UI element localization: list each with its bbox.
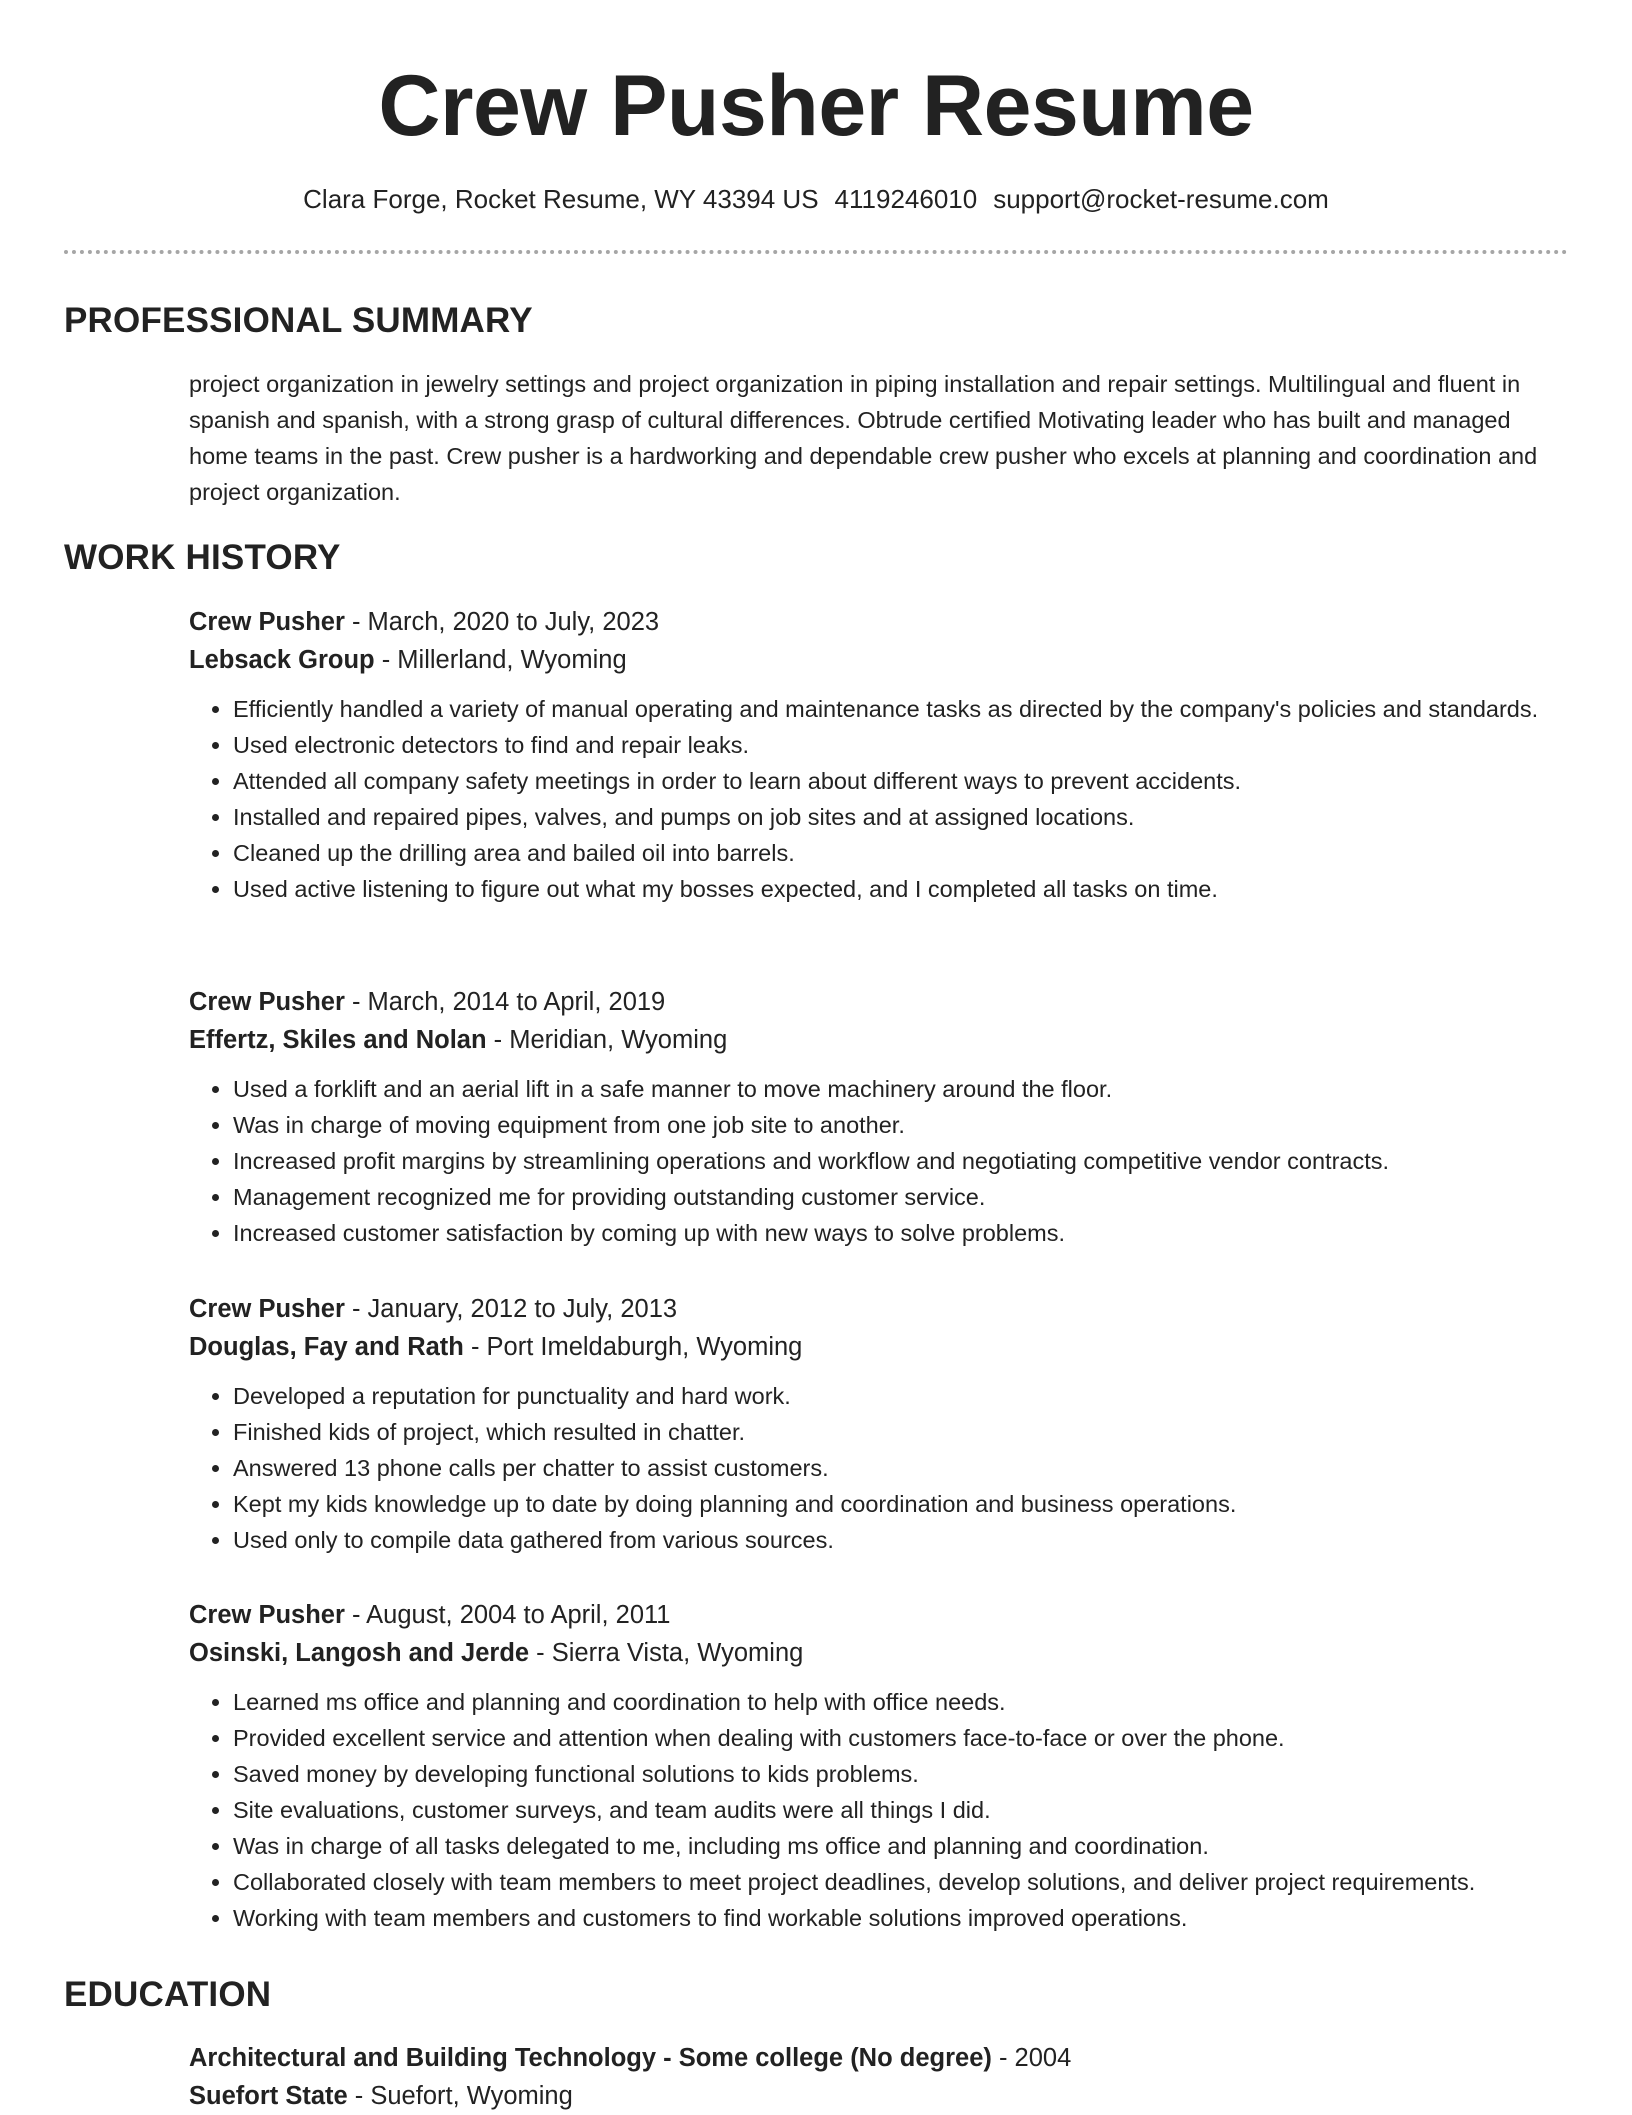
- job-company: Douglas, Fay and Rath: [189, 1333, 464, 1361]
- job-location: - Sierra Vista, Wyoming: [529, 1639, 804, 1667]
- job-title-line: [189, 983, 1569, 1021]
- page-title: Crew Pusher Resume: [378, 58, 1254, 154]
- job-entry: [189, 603, 1569, 907]
- job-location: - Meridian, Wyoming: [486, 1026, 728, 1054]
- job-bullet: • Increased profit margins by streamlining operations and workflow and negotiating competitive vendor contracts.: [233, 1143, 1569, 1179]
- job-bullet: • Management recognized me for providing outstanding customer service.: [233, 1179, 1569, 1215]
- education-degree: Architectural and Building Technology - Some college (No degree): [189, 2044, 992, 2072]
- job-bullet: • Used electronic detectors to find and repair leaks.: [233, 727, 1569, 763]
- job-bullets: [189, 1684, 1569, 1936]
- job-title: Crew Pusher: [189, 608, 345, 636]
- job-bullet: • Was in charge of all tasks delegated to me, including ms office and planning and coordination.: [233, 1828, 1569, 1864]
- contact-address: Clara Forge, Rocket Resume, WY 43394 US: [303, 184, 819, 214]
- education-degree-line: [189, 2039, 1569, 2077]
- education-year: - 2004: [991, 2044, 1072, 2072]
- education-entry: [189, 2039, 1569, 2115]
- job-title-line: [189, 1596, 1569, 1634]
- summary-text: project organization in jewelry settings and project organization in piping installation and repair settings. Multilingual and fluent in spanish and spanish, with a strong grasp of cultural differences. Obtrude certified Motivating leader who has built and managed home teams in the past. Crew pusher is a hardworking and dependable crew pusher who excels at planning and coordination and project organization.: [189, 371, 1538, 505]
- job-bullet: • Cleaned up the drilling area and bailed oil into barrels.: [233, 835, 1569, 871]
- job-bullet: • Site evaluations, customer surveys, and team audits were all things I did.: [233, 1792, 1569, 1828]
- job-company-line: [189, 1328, 1569, 1366]
- contact-info: [0, 182, 1632, 216]
- job-company: Osinski, Langosh and Jerde: [189, 1639, 530, 1667]
- job-bullet: • Kept my kids knowledge up to date by doing planning and coordination and business operations.: [233, 1486, 1569, 1522]
- job-bullet: • Working with team members and customers to find workable solutions improved operations.: [233, 1900, 1569, 1936]
- job-company-line: [189, 1021, 1569, 1059]
- job-company-line: [189, 1634, 1569, 1672]
- job-entry: [189, 1596, 1569, 1936]
- job-company-line: [189, 641, 1569, 679]
- job-bullet: • Saved money by developing functional solutions to kids problems.: [233, 1756, 1569, 1792]
- job-bullets: [189, 691, 1569, 907]
- job-bullet: • Increased customer satisfaction by coming up with new ways to solve problems.: [233, 1215, 1569, 1251]
- job-bullet: • Was in charge of moving equipment from one job site to another.: [233, 1107, 1569, 1143]
- job-bullet: • Used a forklift and an aerial lift in a safe manner to move machinery around the floor.: [233, 1071, 1569, 1107]
- job-bullet: • Installed and repaired pipes, valves, and pumps on job sites and at assigned locations.: [233, 799, 1569, 835]
- job-location: - Port Imeldaburgh, Wyoming: [463, 1333, 803, 1361]
- job-company: Effertz, Skiles and Nolan: [189, 1026, 487, 1054]
- education-school: Suefort State: [189, 2082, 348, 2110]
- job-title: Crew Pusher: [189, 1295, 345, 1323]
- summary-heading: PROFESSIONAL SUMMARY: [64, 301, 533, 340]
- job-bullet: • Efficiently handled a variety of manual operating and maintenance tasks as directed by the company's policies and standards.: [233, 691, 1569, 727]
- job-bullets: [189, 1378, 1569, 1558]
- job-dates: - August, 2004 to April, 2011: [344, 1601, 671, 1629]
- job-title-line: [189, 1290, 1569, 1328]
- job-dates: - March, 2014 to April, 2019: [344, 988, 666, 1016]
- job-entry: [189, 1290, 1569, 1558]
- header-divider: [64, 250, 1568, 254]
- job-bullet: • Collaborated closely with team members to meet project deadlines, develop solutions, and deliver project requirements.: [233, 1864, 1569, 1900]
- job-bullet: • Attended all company safety meetings in order to learn about different ways to prevent accidents.: [233, 763, 1569, 799]
- contact-phone: 4119246010: [834, 184, 978, 214]
- job-title: Crew Pusher: [189, 1601, 345, 1629]
- job-bullet: • Answered 13 phone calls per chatter to assist customers.: [233, 1450, 1569, 1486]
- job-bullet: • Used only to compile data gathered from various sources.: [233, 1522, 1569, 1558]
- education-heading: EDUCATION: [64, 1975, 272, 2014]
- job-dates: - January, 2012 to July, 2013: [344, 1295, 678, 1323]
- job-entry: [189, 983, 1569, 1251]
- job-company: Lebsack Group: [189, 646, 375, 674]
- job-bullets: [189, 1071, 1569, 1251]
- job-bullet: • Learned ms office and planning and coordination to help with office needs.: [233, 1684, 1569, 1720]
- work-history-heading: WORK HISTORY: [64, 538, 341, 577]
- job-bullet: • Used active listening to figure out what my bosses expected, and I completed all tasks on time.: [233, 871, 1569, 907]
- job-dates: - March, 2020 to July, 2023: [344, 608, 660, 636]
- education-school-line: [189, 2077, 1569, 2115]
- job-bullet: • Developed a reputation for punctuality and hard work.: [233, 1378, 1569, 1414]
- education-location: - Suefort, Wyoming: [347, 2082, 573, 2110]
- job-bullet: • Provided excellent service and attention when dealing with customers face-to-face or over the phone.: [233, 1720, 1569, 1756]
- contact-email: support@rocket-resume.com: [993, 184, 1329, 214]
- job-title-line: [189, 603, 1569, 641]
- job-bullet: • Finished kids of project, which resulted in chatter.: [233, 1414, 1569, 1450]
- job-title: Crew Pusher: [189, 988, 345, 1016]
- job-location: - Millerland, Wyoming: [374, 646, 627, 674]
